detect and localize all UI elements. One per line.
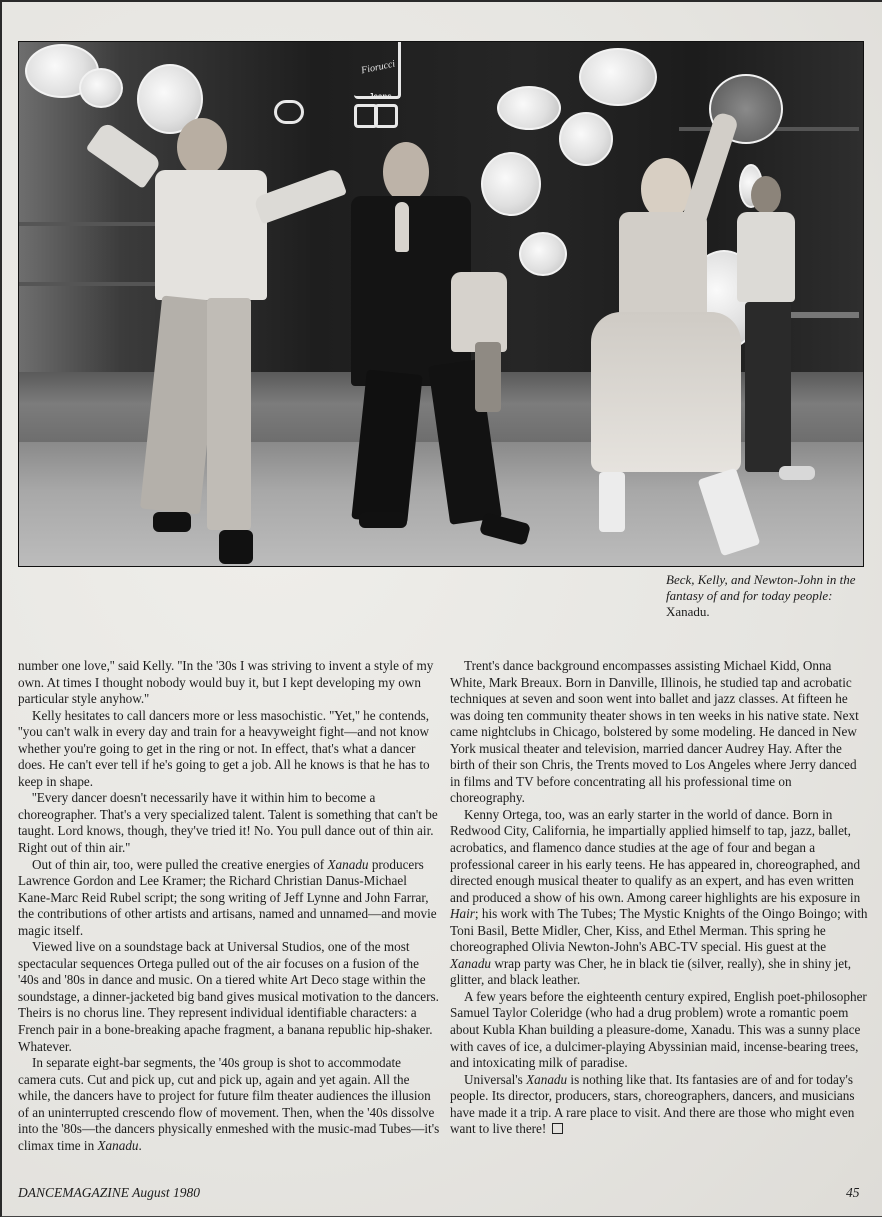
hat-prop	[559, 112, 613, 166]
article-column-right	[450, 658, 868, 1138]
end-of-article-square-icon	[552, 1123, 563, 1134]
article-column-left	[18, 658, 442, 1154]
page-number: 45	[846, 1185, 860, 1200]
paragraph: number one love,'' said Kelly. ''In the '30s I was striving to invent a style of my own. At times I thought nobody would buy it, but I kept developing my own particular style anyhow.''	[18, 658, 434, 707]
show-title: Hair	[450, 906, 475, 922]
film-title: Xanadu	[526, 1071, 568, 1087]
hat-prop	[579, 48, 657, 106]
photo-shelf	[19, 282, 159, 286]
paragraph: Kelly hesitates to call dancers more or less masochistic. ''Yet,'' he contends, ''you can't walk in every day and train for a heavyweight fight—and not know whether you're going to get in the ring or not. In effect, that's what a dancer does. He can't ever tell if he's going to get a job. All he knows is that he has to keep in shape.	[18, 707, 430, 789]
hat-prop	[79, 68, 123, 108]
paragraph: ''Every dancer doesn't necessarily have it within him to become a choreographer. That's a very specialized talent. Talent is something that can't be taught. Lord knows, though, they've tried it! No. You pull dance out of thin air. Right out of thin air.''	[18, 790, 438, 856]
paragraph: Kenny Ortega, too, was an early starter in the world of dance. Born in Redwood City, California, he impartially applied himself to tap, jazz, ballet, acrobatics, and flamenco dance studies at the age of four and began a professional career in his early teens. He has appeared in, choreographed, and directed enough musical theater to qualify as an expert, and has even written and produced a show of his own. Among career highlights are his exposure in Hair; his work with The Tubes; The Mystic Knights of the Oingo Boingo; with Toni Basil, Bette Midler, Cher, Kiss, and Ethel Merman. This spring he choreographed Olivia Newton-John's ABC-TV special. His guest at the Xanadu wrap party was Cher, he in black tie (silver, really), she in shiny jet, glitter, and black leather.	[450, 806, 868, 988]
film-title: Xanadu	[327, 856, 369, 872]
hat-prop	[497, 86, 561, 130]
paragraph: Universal's Xanadu is nothing like that. Its fantasies are of and for today's people. Its director, producers, stars, choreographers, dancers, and musicians have made it a trip. A rare place to visit. And there are those who might even want to live there!	[450, 1071, 855, 1137]
film-title: Xanadu	[97, 1137, 139, 1153]
neon-sign-word: Jeans	[369, 92, 392, 101]
photo-shelf	[19, 222, 159, 226]
neon-sign-script: Fiorucci	[360, 58, 397, 77]
neon-car	[274, 100, 304, 124]
hat-prop	[481, 152, 541, 216]
caption-text: Beck, Kelly, and Newton-John in the fantasy of and for today people:	[666, 572, 856, 603]
photo-caption	[666, 572, 866, 620]
article-photo	[18, 41, 864, 567]
neon-sign-box	[374, 104, 398, 128]
caption-film-title: Xanadu.	[666, 604, 710, 619]
publication-footer: DANCEMAGAZINE August 1980	[18, 1185, 200, 1200]
hat-prop	[519, 232, 567, 276]
film-title: Xanadu	[450, 955, 492, 971]
paragraph: Viewed live on a soundstage back at Universal Studios, one of the most spectacular sequences Ortega pulled out of the air focuses on a fusion of the '40s and '80s in dance and music. On a tiered white Art Deco stage within the soundstage, a dinner-jacketed big band gives musical motivation to the dancers. Theirs is no chorus line. They represent individual identifiable characters: a French pair in a bone-breaking apache fragment, a banana republic hip-shaker. Whatever.	[18, 939, 439, 1054]
paragraph: Out of thin air, too, were pulled the creative energies of Xanadu producers Lawrence Gordon and Lee Kramer; the Richard Christian Danus-Michael Kane-Marc Reid Rubel script; the song writing of Jeff Lynne and John Farrar, the contributions of other artists and artisans, named and unnamed—and movie magic itself.	[18, 856, 437, 938]
paragraph: A few years before the eighteenth century expired, English poet-philosopher Samuel Taylor Coleridge (who had a drug problem) wrote a romantic poem about Kubla Khan building a pleasure-dome, Xanadu. This was a sunny place with caves of ice, a dulcimer-playing Abyssinian maid, incense-bearing trees, and intoxicating milk of paradise.	[450, 988, 867, 1071]
paragraph: Trent's dance background encompasses assisting Michael Kidd, Onna White, Mark Breaux. Born in Danville, Illinois, he studied tap and acrobatic techniques at seven and soon went into ballet and jazz classes. At fifteen he was doing ten community theater shows in ten weeks in his native state. Next came nightclubs in Chicago, bolstered by some modeling. He danced in New York musical theater and television, married dancer Audrey Hay. After the birth of their son Chris, the Trents moved to Los Angeles where Jerry danced in films and TV before concentrating all his professional time on choreography.	[450, 658, 859, 806]
paragraph: In separate eight-bar segments, the '40s group is shot to accommodate camera cuts. Cut and pick up, cut and pick up, again and yet again. All the while, the dancers have to project for future film theater audiences the illusion of an uninterrupted crescendo flow of movement. Then, when the '40s dissolve into the '80s—the dancers physically enmeshed with the music-mad Tubes—it's climax time in Xanadu.	[18, 1055, 440, 1153]
